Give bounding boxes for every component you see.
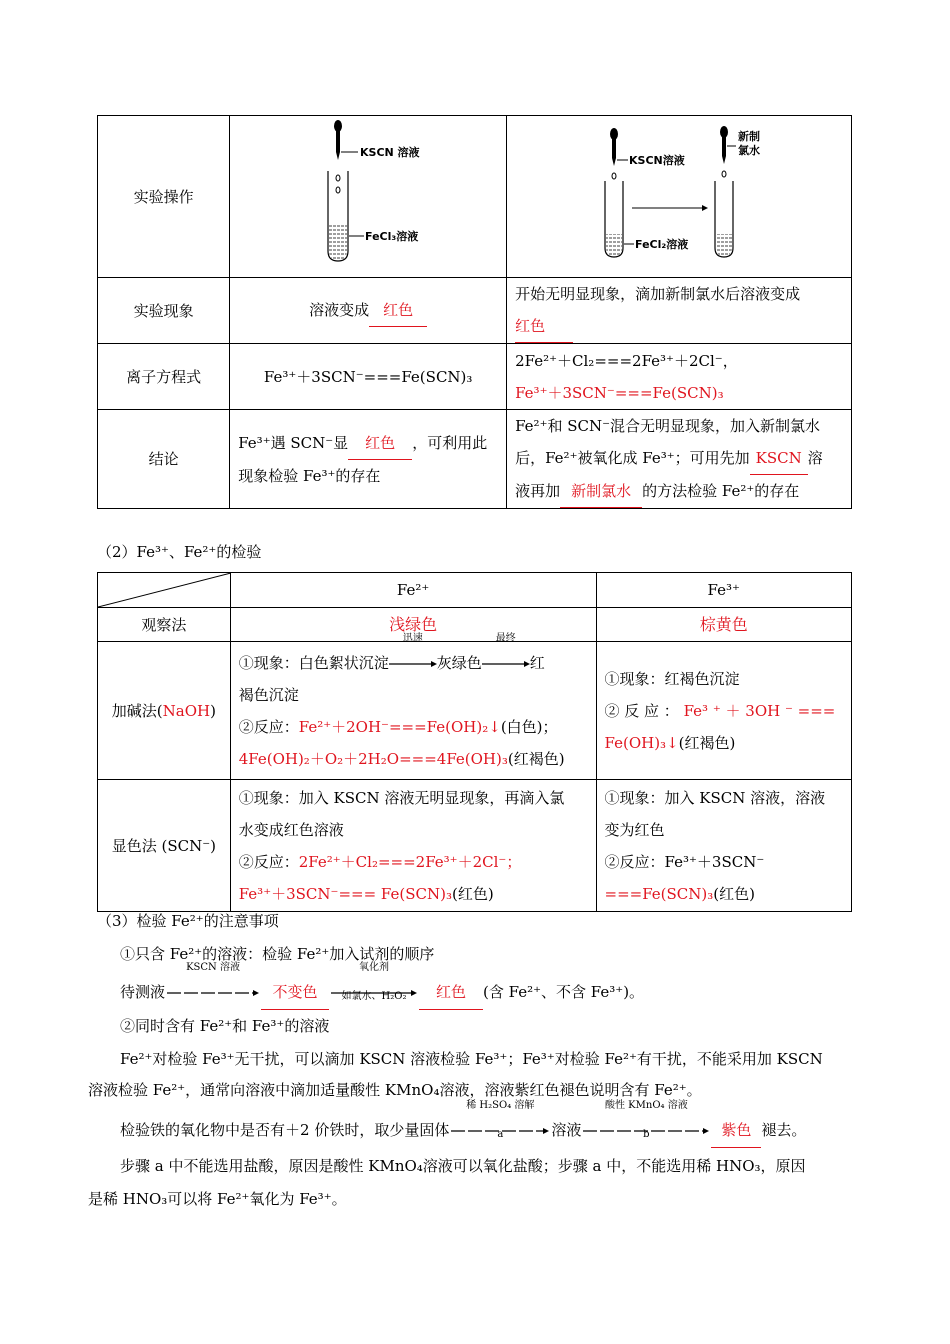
text: ②反应：: [238, 717, 299, 736]
text: ①现象：加入 KSCN 溶液无明显现象，再滴入氯: [238, 788, 565, 807]
text: 待测液: [120, 983, 166, 1001]
row-label-phenomenon: 实验现象: [98, 278, 230, 344]
equation-fe2: [507, 344, 852, 410]
arrow-label: 酸性 KMnO₄ 溶液: [604, 1100, 688, 1111]
dropper2-label-1: 新制: [738, 130, 761, 143]
section3-p2: [88, 962, 895, 1010]
diagonal-header-cell: [98, 573, 231, 608]
text-red: 2Fe²⁺＋Cl₂===2Fe³⁺＋2Cl⁻；: [298, 852, 522, 871]
header-fe3: Fe³⁺: [596, 573, 852, 608]
section2-title: （2）Fe³⁺、Fe²⁺的检验: [97, 543, 262, 561]
text: 2Fe²⁺＋Cl₂===2Fe³⁺＋2Cl⁻，: [515, 351, 738, 370]
text: 的方法检验 Fe²⁺的存在: [642, 482, 800, 500]
row-label-equation: 离子方程式: [98, 344, 230, 410]
base-fe3: [596, 642, 852, 780]
arrow-kscn: [167, 962, 259, 1009]
method-base: [98, 642, 231, 780]
text: 溶液: [551, 1121, 582, 1139]
text-red: NaOH: [162, 701, 211, 720]
text-red: Fe²⁺＋2OH⁻===Fe(OH)₂↓: [298, 717, 501, 736]
arrow-label: 稀 H₂SO₄ 溶解: [466, 1100, 535, 1111]
dropper1-label: KSCN溶液: [629, 154, 685, 167]
method-scn: 显色法 (SCN⁻): [98, 780, 231, 912]
scn-fe3: [596, 780, 852, 912]
apparatus-image-1: [230, 116, 507, 278]
diagonal-line: [98, 573, 231, 607]
section3-p3: ②同时含有 Fe²⁺和 Fe³⁺的溶液: [120, 1017, 330, 1035]
text: 灰绿色: [436, 653, 482, 672]
arrow-kmno4: [583, 1100, 709, 1147]
scn-fe2: [230, 780, 596, 912]
text: 后，Fe²⁺被氧化成 Fe³⁺；可用先加: [515, 449, 750, 467]
arrow-label: 迅速: [402, 632, 423, 644]
text-red: Fe³ ⁺ ＋ 3OH ⁻ ===: [683, 701, 836, 720]
text: (含 Fe²⁺、不含 Fe³⁺)。: [483, 983, 645, 1001]
text: 红: [529, 653, 545, 672]
test-tube-kscn-diagram: [238, 116, 498, 266]
text: Fe³⁺遇 SCN⁻显: [238, 433, 349, 452]
text: 水变成红色溶液: [238, 820, 344, 839]
text-red: 4Fe(OH)₂＋O₂＋2H₂O===4Fe(OH)₃: [238, 749, 508, 768]
conclusion-fe2: [507, 410, 852, 509]
section3-p6-line2: 是稀 HNO₃可以将 Fe²⁺氧化为 Fe³⁺。: [88, 1190, 347, 1208]
arrow-label: b: [643, 1129, 650, 1140]
method-observation: 观察法: [98, 608, 231, 642]
text: 溶: [807, 449, 823, 467]
text: ，可利用此: [412, 433, 488, 452]
text: 褐色沉淀: [238, 685, 299, 704]
dropper-label: KSCN 溶液: [360, 146, 420, 159]
text: ): [210, 701, 216, 720]
arrow-label: 最终: [495, 632, 516, 644]
tube-label-left: FeCl₂溶液: [635, 238, 689, 251]
text: ②反应：: [238, 852, 299, 871]
test-tube-chlorine-diagram: [514, 116, 844, 266]
text-red: Fe(OH)₃↓: [604, 733, 679, 752]
text-red: Fe³⁺＋3SCN⁻===Fe(SCN)₃: [515, 383, 724, 402]
text: ①现象：红褐色沉淀: [604, 669, 740, 688]
text: (红色): [713, 884, 755, 903]
arrow-final: [482, 632, 530, 679]
text: 液再加: [515, 482, 561, 500]
obs-fe3: 棕黄色: [596, 608, 852, 642]
answer-red-8: 紫色: [711, 1114, 761, 1148]
row-label-operation: 实验操作: [98, 116, 230, 278]
section3-title: （3）检验 Fe²⁺的注意事项: [97, 912, 279, 930]
text-red: Fe³⁺＋3SCN⁻=== Fe(SCN)₃: [238, 884, 452, 903]
arrow-quick: [389, 632, 437, 679]
text: 加碱法(: [111, 701, 163, 720]
section3-p4-line1: Fe²⁺对检验 Fe³⁺无干扰，可以滴加 KSCN 溶液检验 Fe³⁺；Fe³⁺对检验 Fe²⁺有干扰，不能采用加 KSCN: [120, 1050, 823, 1068]
text: 褪去。: [761, 1121, 807, 1139]
dropper2-label-2: 氯水: [738, 144, 761, 157]
arrow-oxidant: [331, 962, 417, 1009]
text: 溶液变成: [309, 301, 370, 319]
answer-red-2: 红色: [515, 310, 573, 343]
answer-red-1: 红色: [369, 294, 427, 327]
conclusion-fe3: [230, 410, 507, 509]
text: (红色): [452, 884, 494, 903]
section3-p4-line2: 溶液检验 Fe²⁺，通常向溶液中滴加适量酸性 KMnO₄溶液，溶液紫红色褪色说明含有 Fe²⁺。: [88, 1081, 702, 1099]
section3-p1: ①只含 Fe²⁺的溶液：检验 Fe²⁺加入试剂的顺序: [120, 945, 435, 963]
arrow-label: 如氯水、H₂O₂: [341, 991, 407, 1002]
detection-table: [97, 572, 852, 912]
section3-p5: [88, 1100, 895, 1148]
answer-red-3: 红色: [348, 427, 412, 460]
text: 开始无明显现象，滴加新制氯水后溶液变成: [515, 285, 801, 303]
text: (红褐色): [507, 749, 565, 768]
header-fe2: Fe²⁺: [230, 573, 596, 608]
apparatus-image-2: [507, 116, 852, 278]
obs-fe2: 浅绿色: [230, 608, 596, 642]
text: ①现象：白色絮状沉淀: [238, 653, 389, 672]
text: (白色)；: [500, 717, 558, 736]
phenomenon-fe2: [507, 278, 852, 344]
base-fe2: [230, 632, 596, 780]
row-label-conclusion: 结论: [98, 410, 230, 509]
text: 现象检验 Fe³⁺的存在: [238, 466, 381, 485]
text: ② 反 应 ：: [604, 701, 679, 720]
text: Fe²⁺和 SCN⁻混合无明显现象，加入新制氯水: [515, 417, 821, 435]
experiment-table: [97, 115, 852, 509]
tube-label: FeCl₃溶液: [365, 230, 419, 243]
text: (红褐色): [678, 733, 736, 752]
answer-red-4: KSCN: [750, 442, 808, 475]
text: 检验铁的氧化物中是否有＋2 价铁时，取少量固体: [120, 1121, 450, 1139]
section3-p6-line1: 步骤 a 中不能选用盐酸，原因是酸性 KMnO₄溶液可以氧化盐酸；步骤 a 中，不能选用稀 HNO₃，原因: [120, 1157, 806, 1175]
text: ①现象：加入 KSCN 溶液，溶液: [604, 788, 826, 807]
arrow-label: KSCN 溶液: [186, 962, 240, 973]
answer-red-5: 新制氯水: [560, 475, 642, 508]
answer-red-6: 不变色: [261, 976, 329, 1010]
arrow-h2so4: [451, 1100, 549, 1147]
text: ②反应：Fe³⁺＋3SCN⁻: [604, 852, 765, 871]
arrow-label: a: [497, 1129, 504, 1140]
text: 变为红色: [604, 820, 665, 839]
answer-red-7: 红色: [419, 976, 483, 1010]
equation-fe3: Fe³⁺＋3SCN⁻===Fe(SCN)₃: [230, 344, 507, 410]
text-red: ===Fe(SCN)₃: [604, 884, 714, 903]
phenomenon-fe3: [230, 278, 507, 344]
arrow-label: 氧化剂: [359, 962, 390, 973]
